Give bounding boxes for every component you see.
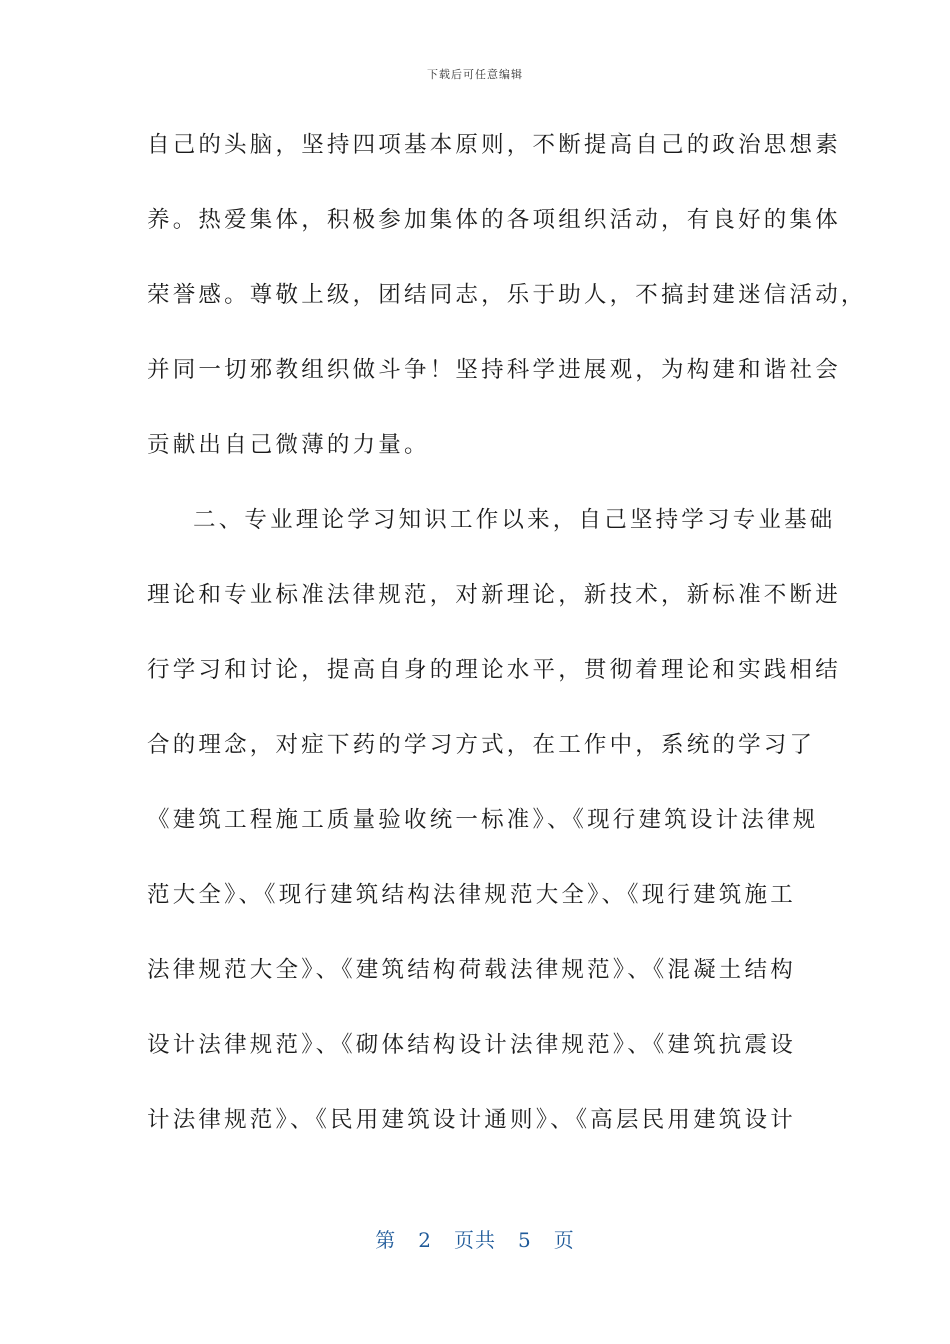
text-line: 合的理念，对症下药的学习方式，在工作中，系统的学习了: [147, 732, 816, 758]
total-page-number: 5: [518, 1228, 532, 1252]
footer-prefix: 第: [375, 1228, 397, 1252]
text-line: 并同一切邪教组织做斗争！坚持科学进展观，为构建和谐社会: [147, 357, 841, 383]
document-body: [147, 112, 867, 1162]
text-line: 行学习和讨论，提高自身的理论水平，贯彻着理论和实践相结: [147, 657, 841, 683]
current-page-number: 2: [418, 1228, 432, 1252]
text-line: 贡献出自己微薄的力量。: [147, 432, 430, 458]
footer-middle: 页共: [454, 1228, 496, 1252]
header-note: 下载后可任意编辑: [427, 68, 523, 81]
text-line: 自己的头脑，坚持四项基本原则，不断提高自己的政治思想素: [147, 132, 841, 158]
footer-suffix: 页: [553, 1228, 575, 1252]
text-line: 计法律规范》、《民用建筑设计通则》、《高层民用建筑设计: [147, 1107, 796, 1133]
page-footer: [0, 1224, 950, 1253]
text-line: 《建筑工程施工质量验收统一标准》、《现行建筑设计法律规: [147, 807, 819, 833]
text-line: 设计法律规范》、《砌体结构设计法律规范》、《建筑抗震设: [147, 1032, 796, 1058]
text-line: 法律规范大全》、《建筑结构荷载法律规范》、《混凝土结构: [147, 957, 796, 983]
text-line: 理论和专业标准法律规范，对新理论，新技术，新标准不断进: [147, 582, 841, 608]
text-line: 荣誉感。尊敬上级，团结同志，乐于助人，不搞封建迷信活动，: [147, 282, 867, 308]
paragraph-start-line: 二、专业理论学习知识工作以来，自己坚持学习专业基础: [193, 507, 836, 533]
text-line: 范大全》、《现行建筑结构法律规范大全》、《现行建筑施工: [147, 882, 796, 908]
text-line: 养。热爱集体，积极参加集体的各项组织活动，有良好的集体: [147, 207, 841, 233]
page-header: [0, 66, 950, 82]
